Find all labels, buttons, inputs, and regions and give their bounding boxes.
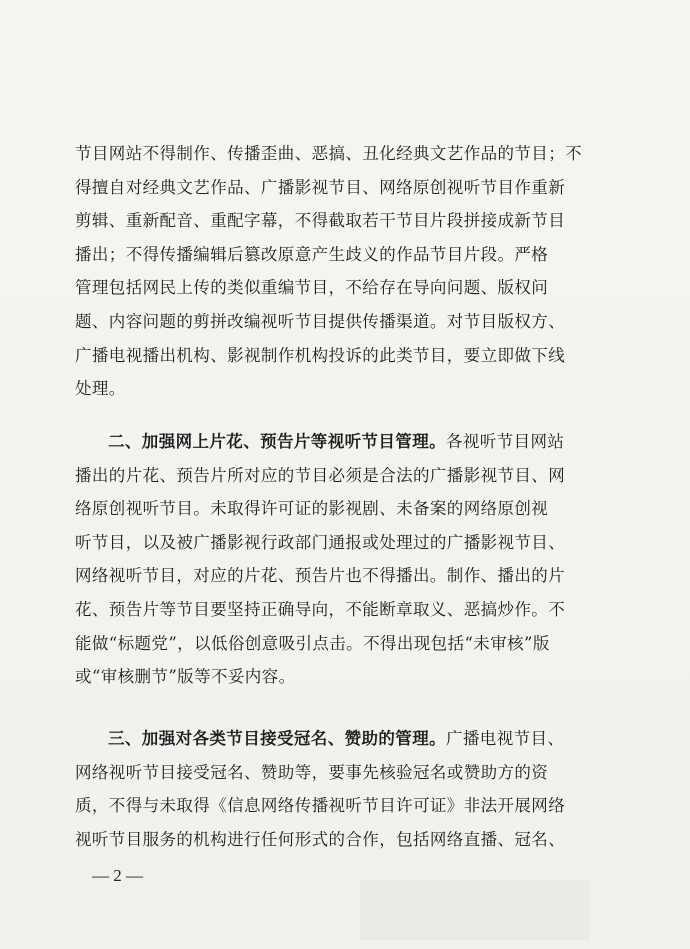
- text-line: 得擅自对经典文艺作品、广播影视节目、网络原创视听节目作重新: [75, 177, 566, 197]
- text-line: 网络视听节目，对应的片花、预告片也不得播出。制作、播出的片: [75, 566, 566, 586]
- section-2-first-line: [75, 425, 615, 459]
- text-line: 处理。: [75, 379, 126, 399]
- text-line: 节目网站不得制作、传播歪曲、恶搞、丑化经典文艺作品的节目；不: [75, 144, 582, 163]
- text-line: 剪辑、重新配音、重配字幕，不得截取若干节目片段拼接成新节目: [75, 211, 566, 231]
- text-line: 花、预告片等节目要坚持正确导向，不能断章取义、恶搞炒作。不: [75, 599, 566, 619]
- section-3-first-line-rest: 广播电视节目、: [446, 729, 565, 748]
- scan-smudge: [360, 880, 590, 940]
- text-line: 视听节目服务的机构进行任何形式的合作，包括网络直播、冠名、: [75, 829, 566, 849]
- section-3-heading: 三、加强对各类节目接受冠名、赞助的管理。: [108, 729, 446, 748]
- section-2-heading: 二、加强网上片花、预告片等视听节目管理。: [108, 432, 446, 451]
- section-2: [75, 425, 615, 694]
- section-3-first-line: [75, 722, 615, 756]
- paragraph-1: [75, 137, 615, 406]
- text-line: 能做“标题党”，以低俗创意吸引点击。不得出现包括“未审核”版: [75, 633, 550, 653]
- page-number: — 2 —: [92, 866, 143, 885]
- text-line: 质，不得与未取得《信息网络传播视听节目许可证》非法开展网络: [75, 796, 566, 816]
- text-line: 播出的片花、预告片所对应的节目必须是合法的广播影视节目、网: [75, 465, 566, 485]
- section-2-first-line-rest: 各视听节目网站: [446, 432, 565, 451]
- text-line: 络原创视听节目。未取得许可证的影视剧、未备案的网络原创视: [75, 499, 549, 519]
- section-3: [75, 722, 615, 856]
- text-line: 题、内容问题的剪拼改编视听节目提供传播渠道。对节目版权方、: [75, 311, 566, 331]
- text-line: 听节目，以及被广播影视行政部门通报或处理过的广播影视节目、: [75, 532, 566, 552]
- text-line: 网络视听节目接受冠名、赞助等，要事先核验冠名或赞助方的资: [75, 762, 549, 782]
- text-line: 广播电视播出机构、影视制作机构投诉的此类节目，要立即做下线: [75, 345, 566, 365]
- text-line: 管理包括网民上传的类似重编节目，不给存在导向问题、版权问: [75, 278, 549, 298]
- text-line: 播出；不得传播编辑后篡改原意产生歧义的作品节目片段。严格: [75, 244, 549, 264]
- text-line: 或“审核删节”版等不妥内容。: [75, 667, 296, 687]
